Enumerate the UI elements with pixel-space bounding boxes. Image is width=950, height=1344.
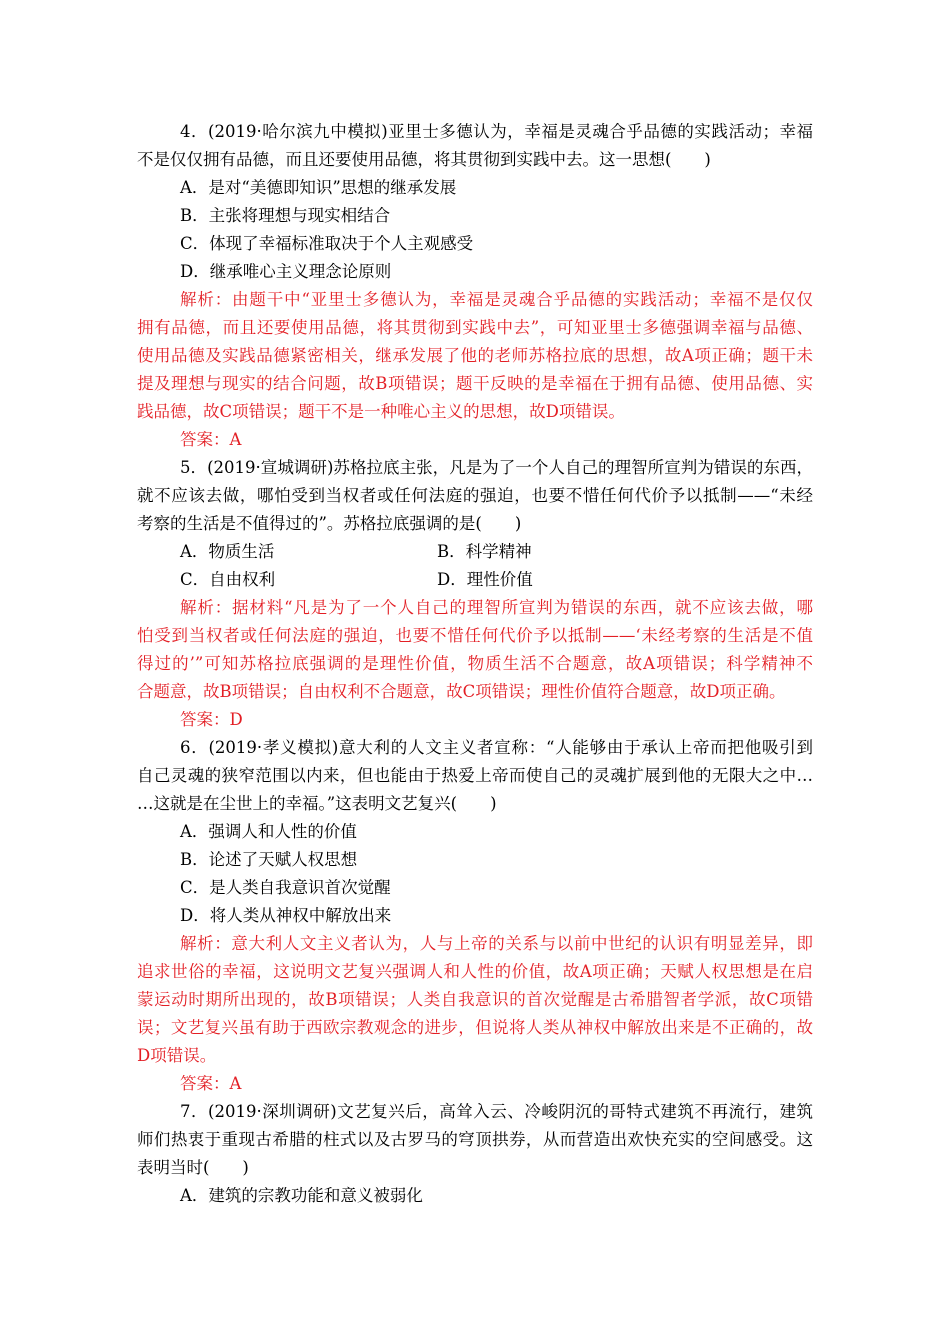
q4-stem-line-2: 不是仅仅拥有品德，而且还要使用品德，将其贯彻到实践中去。这一思想( ) bbox=[137, 150, 711, 169]
q4-option-b: B．主张将理想与现实相结合 bbox=[180, 206, 391, 225]
q6-analysis-line-1: 解析：意大利人文主义者认为，人与上帝的关系与以前中世纪的认识有明显差异，即 bbox=[180, 934, 813, 953]
q7-stem-line-2: 师们热衷于重现古希腊的柱式以及古罗马的穹顶拱券，从而营造出欢快充实的空间感受。这 bbox=[137, 1130, 813, 1149]
q7-stem-line-1: 7．(2019·深圳调研)文艺复兴后，高耸入云、冷峻阴沉的哥特式建筑不再流行，建筑 bbox=[180, 1102, 813, 1121]
q4-analysis-line-5: 践品德，故C项错误；题干不是一种唯心主义的思想，故D项错误。 bbox=[137, 402, 625, 421]
q6-option-b: B．论述了天赋人权思想 bbox=[180, 850, 358, 869]
q6-option-c: C．是人类自我意识首次觉醒 bbox=[180, 878, 391, 897]
q6-answer: 答案：A bbox=[180, 1074, 242, 1093]
q7-option-a: A．建筑的宗教功能和意义被弱化 bbox=[180, 1186, 423, 1205]
q6-stem-line-1: 6．(2019·孝义模拟)意大利的人文主义者宣称：“人能够由于承认上帝而把他吸引到 bbox=[180, 738, 813, 757]
q6-stem-line-3: …这就是在尘世上的幸福。”这表明文艺复兴( ) bbox=[137, 794, 497, 813]
q4-option-a: A．是对“美德即知识”思想的继承发展 bbox=[180, 178, 457, 197]
q4-option-d: D．继承唯心主义理念论原则 bbox=[180, 262, 392, 281]
q7-stem-line-3: 表明当时( ) bbox=[137, 1158, 249, 1177]
q5-option-d: D．理性价值 bbox=[437, 570, 533, 589]
q6-analysis-line-4: 误；文艺复兴虽有助于西欧宗教观念的进步，但说将人类从神权中解放出来是不正确的，故 bbox=[137, 1018, 813, 1037]
q4-stem-line-1: 4．(2019·哈尔滨九中模拟)亚里士多德认为，幸福是灵魂合乎品德的实践活动；幸福 bbox=[180, 122, 813, 141]
q5-analysis-line-2: 怕受到当权者或任何法庭的强迫，也要不惜任何代价予以抵制——‘未经考察的生活是不值 bbox=[137, 626, 813, 645]
q5-analysis-line-3: 得过的’”可知苏格拉底强调的是理性价值，物质生活不合题意，故A项错误；科学精神不 bbox=[137, 654, 813, 673]
q5-option-c: C．自由权利 bbox=[180, 570, 276, 589]
q6-option-d: D．将人类从神权中解放出来 bbox=[180, 906, 392, 925]
q6-analysis-line-3: 蒙运动时期所出现的，故B项错误；人类自我意识的首次觉醒是古希腊智者学派，故C项错 bbox=[137, 990, 813, 1009]
q4-analysis-line-3: 使用品德及实践品德紧密相关，继承发展了他的老师苏格拉底的思想，故A项正确；题干未 bbox=[137, 346, 813, 365]
q4-answer: 答案：A bbox=[180, 430, 242, 449]
q5-analysis-line-1: 解析：据材料“凡是为了一个人自己的理智所宣判为错误的东西，就不应该去做，哪 bbox=[180, 598, 813, 617]
q5-option-b: B．科学精神 bbox=[437, 542, 532, 561]
q5-option-a: A．物质生活 bbox=[180, 542, 275, 561]
q5-stem-line-3: 考察的生活是不值得过的”。苏格拉底强调的是( ) bbox=[137, 514, 522, 533]
q6-analysis-line-5: D项错误。 bbox=[137, 1046, 217, 1065]
q5-stem-line-2: 就不应该去做，哪怕受到当权者或任何法庭的强迫，也要不惜任何代价予以抵制——“未经 bbox=[137, 486, 813, 505]
q4-analysis-line-1: 解析：由题干中“亚里士多德认为，幸福是灵魂合乎品德的实践活动；幸福不是仅仅 bbox=[180, 290, 813, 309]
q5-answer: 答案：D bbox=[180, 710, 243, 729]
q4-analysis-line-4: 提及理想与现实的结合问题，故B项错误；题干反映的是幸福在于拥有品德、使用品德、实 bbox=[137, 374, 813, 393]
q5-analysis-line-4: 合题意，故B项错误；自由权利不合题意，故C项错误；理性价值符合题意，故D项正确。 bbox=[137, 682, 786, 701]
q6-stem-line-2: 自己灵魂的狭窄范围以内来，但也能由于热爱上帝而使自己的灵魂扩展到他的无限大之中… bbox=[137, 766, 813, 785]
q4-option-c: C．体现了幸福标准取决于个人主观感受 bbox=[180, 234, 474, 253]
q5-stem-line-1: 5．(2019·宣城调研)苏格拉底主张，凡是为了一个人自己的理智所宣判为错误的东西， bbox=[180, 458, 813, 477]
q6-option-a: A．强调人和人性的价值 bbox=[180, 822, 357, 841]
q4-analysis-line-2: 拥有品德，而且还要使用品德，将其贯彻到实践中去”，可知亚里士多德强调幸福与品德、 bbox=[137, 318, 813, 337]
q6-analysis-line-2: 追求世俗的幸福，这说明文艺复兴强调人和人性的价值，故A项正确；天赋人权思想是在启 bbox=[137, 962, 813, 981]
